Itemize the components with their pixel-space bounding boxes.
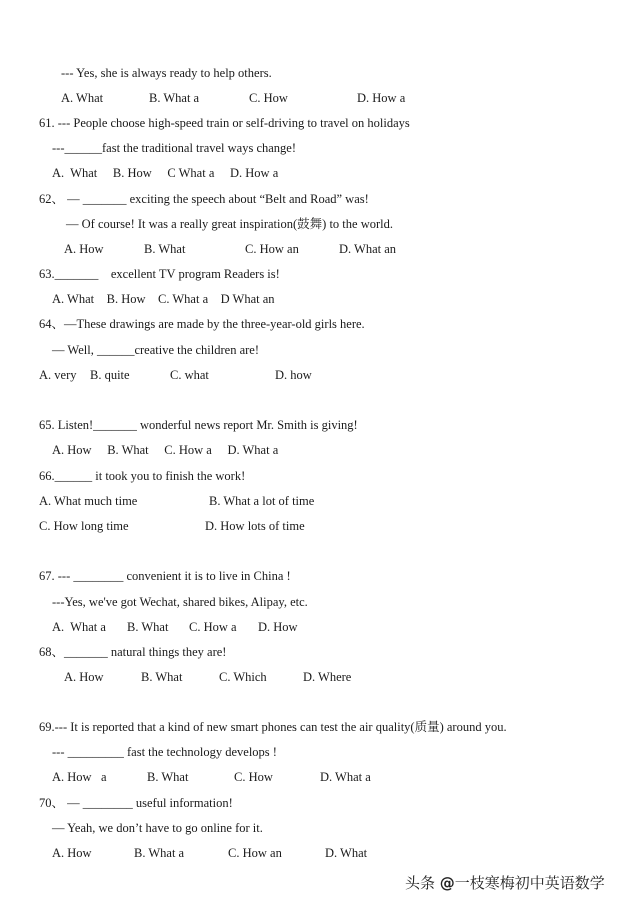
q64-option-a: A. very xyxy=(39,368,77,382)
watermark-prefix: 头条 xyxy=(405,874,440,892)
q66-option-b: B. What a lot of time xyxy=(209,494,315,508)
watermark-author: 一枝寒梅初中英语数学 xyxy=(454,874,605,892)
q68-option-b: B. What xyxy=(141,670,183,684)
q60-option-a: A. What xyxy=(61,91,104,105)
q70-answer-line: — Yeah, we don’t have to go online for it. xyxy=(52,821,263,835)
q69-option-d: D. What a xyxy=(320,770,371,784)
q62-option-d: D. What an xyxy=(339,242,397,256)
q60-option-b: B. What a xyxy=(149,91,200,105)
q66-option-c: C. How long time xyxy=(39,519,129,533)
q69-blank-line: --- _________ fast the technology develops ! xyxy=(52,745,277,759)
q67-question: 67. --- ________ convenient it is to live in China ! xyxy=(39,569,291,583)
q61-blank-line: ---______fast the traditional travel ways change! xyxy=(52,141,297,155)
q70-option-d: D. What xyxy=(325,846,368,860)
q64-option-b: B. quite xyxy=(90,368,130,382)
q69-option-a: A. How a xyxy=(52,770,107,784)
q69-option-b: B. What xyxy=(147,770,189,784)
q66-question: 66.______ it took you to finish the work! xyxy=(39,469,246,483)
q60-option-d: D. How a xyxy=(357,91,406,105)
q60-option-c: C. How xyxy=(249,91,288,105)
q70-option-a: A. How xyxy=(52,846,92,860)
q68-option-a: A. How xyxy=(64,670,104,684)
q62-question: 62、 — _______ exciting the speech about “Belt and Road” was! xyxy=(39,192,369,206)
q65-question: 65. Listen!_______ wonderful news report Mr. Smith is giving! xyxy=(39,418,358,432)
q66-option-d: D. How lots of time xyxy=(205,519,305,533)
q67-option-a: A. What a xyxy=(52,620,106,634)
q60-answer-line: --- Yes, she is always ready to help others. xyxy=(61,66,272,80)
q62-option-a: A. How xyxy=(64,242,104,256)
q64-option-c: C. what xyxy=(170,368,209,382)
q62-option-b: B. What xyxy=(144,242,186,256)
q64-question: 64、—These drawings are made by the three-year-old girls here. xyxy=(39,317,365,331)
q70-option-b: B. What a xyxy=(134,846,185,860)
q62-option-c: C. How an xyxy=(245,242,299,256)
q70-option-c: C. How an xyxy=(228,846,282,860)
q62-answer-line: — Of course! It was a really great inspiration(鼓舞) to the world. xyxy=(66,217,393,231)
q61-question: 61. --- People choose high-speed train or self-driving to travel on holidays xyxy=(39,116,410,130)
q61-options: A. What B. How C What a D. How a xyxy=(52,166,279,180)
watermark-at: @ xyxy=(439,874,455,892)
q63-question: 63._______ excellent TV program Readers is! xyxy=(39,267,280,281)
q68-option-c: C. Which xyxy=(219,670,267,684)
q69-question: 69.--- It is reported that a kind of new smart phones can test the air quality(质量) around you. xyxy=(39,720,507,734)
q64-option-d: D. how xyxy=(275,368,312,382)
q66-option-a: A. What much time xyxy=(39,494,138,508)
watermark xyxy=(405,872,605,893)
q68-question: 68、_______ natural things they are! xyxy=(39,645,227,659)
q65-options: A. How B. What C. How a D. What a xyxy=(52,443,279,457)
q64-blank-line: — Well, ______creative the children are! xyxy=(52,343,260,357)
q67-option-b: B. What xyxy=(127,620,169,634)
q63-options: A. What B. How C. What a D What an xyxy=(52,292,275,306)
q67-answer-line: ---Yes, we've got Wechat, shared bikes, Alipay, etc. xyxy=(52,595,308,609)
q67-option-c: C. How a xyxy=(189,620,237,634)
q68-option-d: D. Where xyxy=(303,670,352,684)
q67-option-d: D. How xyxy=(258,620,298,634)
q70-question: 70、 — ________ useful information! xyxy=(39,796,233,810)
q69-option-c: C. How xyxy=(234,770,273,784)
